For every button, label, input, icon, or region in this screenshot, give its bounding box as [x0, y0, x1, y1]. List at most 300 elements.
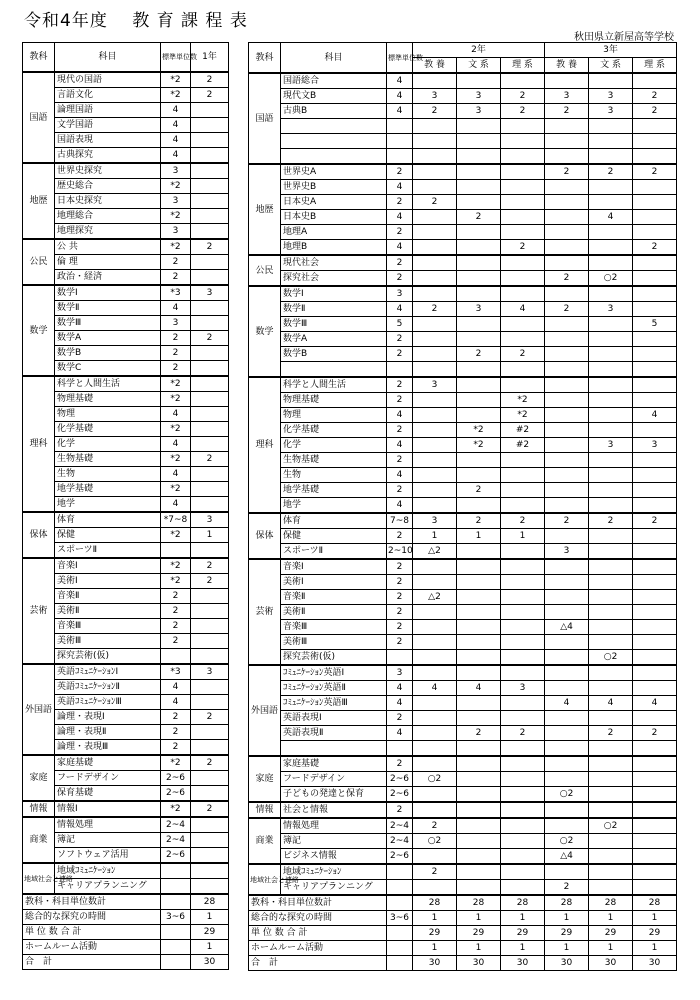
value-cell: 3 [589, 438, 633, 453]
header-cell: 標準単位数 [387, 43, 413, 74]
total-row [23, 925, 229, 940]
value-cell: 2 [457, 513, 501, 529]
value-cell [413, 393, 457, 408]
subject-cell: 論理・表現Ⅱ [55, 725, 161, 740]
value-cell [589, 453, 633, 468]
value-cell [545, 408, 589, 423]
value-cell: 3 [457, 104, 501, 119]
value-cell: 2 [387, 620, 413, 635]
table-row [249, 880, 677, 896]
value-cell: 2 [589, 726, 633, 741]
value-cell [633, 864, 677, 880]
value-cell: *2 [161, 179, 191, 194]
value-cell: 4 [387, 726, 413, 741]
value-cell [501, 864, 545, 880]
value-cell [589, 590, 633, 605]
value-cell: 5 [387, 317, 413, 332]
value-cell: ○2 [413, 772, 457, 787]
value-cell [191, 437, 229, 452]
value-cell: 4 [633, 408, 677, 423]
course-header: 教 養 [545, 58, 589, 74]
value-cell: 2~6 [387, 787, 413, 803]
value-cell [501, 225, 545, 240]
subject-cell: 美術Ⅱ [55, 604, 161, 619]
value-cell: 2~4 [161, 833, 191, 848]
table-row [23, 801, 229, 817]
value-cell: 2 [457, 210, 501, 225]
value-cell: 2 [161, 604, 191, 619]
table-row [249, 529, 677, 544]
value-cell [191, 392, 229, 407]
value-cell [457, 377, 501, 393]
value-cell: 2 [413, 864, 457, 880]
subject-cell: スポーツⅡ [55, 543, 161, 559]
subject-cell: フードデザイン [281, 772, 387, 787]
value-cell: 3 [387, 286, 413, 302]
subject-cell: 古典B [281, 104, 387, 119]
value-cell [191, 482, 229, 497]
value-cell: 3 [413, 513, 457, 529]
value-cell: #2 [501, 423, 545, 438]
value-cell: 2 [387, 802, 413, 818]
total-label: ホームルーム活動 [23, 940, 161, 955]
subject-cell: 古典探究 [55, 148, 161, 164]
total-label: 教科・科目単位数計 [23, 894, 161, 910]
value-cell: 2~4 [387, 818, 413, 834]
value-cell [413, 317, 457, 332]
value-cell: 2 [413, 818, 457, 834]
value-cell: *2 [161, 574, 191, 589]
subject-cell: 科学と人間生活 [281, 377, 387, 393]
value-cell [413, 605, 457, 620]
value-cell: 1 [501, 941, 545, 956]
value-cell: *3 [161, 664, 191, 680]
value-cell [589, 741, 633, 757]
value-cell: 2 [161, 589, 191, 604]
subject-cell: 地理探究 [55, 224, 161, 240]
value-cell [457, 73, 501, 89]
subject-cell: 英語表現Ⅰ [281, 711, 387, 726]
table-row [249, 756, 677, 772]
value-cell: 2 [633, 240, 677, 256]
value-cell [457, 408, 501, 423]
table-row [249, 741, 677, 757]
table-row [249, 787, 677, 803]
subject-cell: 国語表現 [55, 133, 161, 148]
value-cell [191, 833, 229, 848]
subject-cell: 論理国語 [55, 103, 161, 118]
value-cell [633, 544, 677, 560]
value-cell: 2 [387, 225, 413, 240]
table-row [249, 681, 677, 696]
value-cell [191, 301, 229, 316]
value-cell [191, 346, 229, 361]
value-cell: *2 [161, 801, 191, 817]
table-row [249, 210, 677, 225]
value-cell: 2 [387, 255, 413, 271]
value-cell: 2 [191, 710, 229, 725]
value-cell: △4 [545, 849, 589, 865]
value-cell: 1 [589, 911, 633, 926]
value-cell: 4 [387, 408, 413, 423]
subject-cell: 情報処理 [281, 818, 387, 834]
total-label: 総合的な探究の時間 [249, 911, 387, 926]
table-row [249, 650, 677, 666]
value-cell [545, 225, 589, 240]
value-cell [191, 848, 229, 864]
value-cell [589, 635, 633, 650]
value-cell [501, 849, 545, 865]
subject-cell: 英語ｺﾐｭﾆｹｰｼｮﾝⅠ [55, 664, 161, 680]
course-header: 文 系 [589, 58, 633, 74]
value-cell [633, 483, 677, 498]
subject-cell: 論理・表現Ⅲ [55, 740, 161, 756]
subject-cell: 倫 理 [55, 255, 161, 270]
value-cell [501, 665, 545, 681]
right-curriculum-table [248, 42, 677, 971]
total-label: 合 計 [249, 956, 387, 971]
subject-cell [281, 119, 387, 134]
value-cell [413, 255, 457, 271]
value-cell: 2 [387, 423, 413, 438]
value-cell: 2 [161, 270, 191, 286]
value-cell [589, 620, 633, 635]
subject-cell: 地学基礎 [281, 483, 387, 498]
value-cell: 2 [387, 711, 413, 726]
value-cell [387, 941, 413, 956]
value-cell [387, 119, 413, 134]
category-cell: 商業 [23, 817, 55, 863]
table-row [249, 423, 677, 438]
total-label: 教科・科目単位数計 [249, 895, 387, 911]
value-cell [501, 195, 545, 210]
value-cell: 2 [191, 558, 229, 574]
value-cell: *2 [161, 482, 191, 497]
value-cell [457, 195, 501, 210]
value-cell [457, 498, 501, 514]
value-cell: 2 [457, 726, 501, 741]
value-cell: 2~6 [387, 772, 413, 787]
value-cell [633, 362, 677, 378]
value-cell [387, 895, 413, 911]
value-cell [545, 468, 589, 483]
value-cell [413, 802, 457, 818]
value-cell: 4 [387, 73, 413, 89]
subject-cell: 音楽Ⅲ [281, 620, 387, 635]
value-cell: 2 [191, 452, 229, 467]
table-row [249, 347, 677, 362]
total-label: 単 位 数 合 計 [23, 925, 161, 940]
value-cell: *2 [161, 452, 191, 467]
value-cell [457, 271, 501, 287]
value-cell [589, 134, 633, 149]
value-cell [589, 756, 633, 772]
value-cell: 1 [501, 529, 545, 544]
value-cell [457, 255, 501, 271]
table-row [23, 863, 229, 879]
value-cell: 2~6 [161, 771, 191, 786]
value-cell [545, 240, 589, 256]
value-cell [413, 665, 457, 681]
value-cell [633, 575, 677, 590]
subject-cell: 世界史A [281, 164, 387, 180]
value-cell [589, 529, 633, 544]
value-cell [589, 544, 633, 560]
header-cell: 1年 [191, 43, 229, 73]
value-cell: 4 [161, 103, 191, 118]
value-cell [387, 880, 413, 896]
value-cell [501, 317, 545, 332]
value-cell: 2 [387, 590, 413, 605]
value-cell [633, 393, 677, 408]
value-cell: 2 [387, 377, 413, 393]
value-cell: *2 [457, 438, 501, 453]
category-cell: 公民 [249, 255, 281, 286]
subject-cell: 社会と情報 [281, 802, 387, 818]
value-cell: △4 [545, 620, 589, 635]
value-cell [501, 787, 545, 803]
subject-cell: 文学国語 [55, 118, 161, 133]
header-cell: 教科 [23, 43, 55, 73]
value-cell [589, 119, 633, 134]
value-cell [191, 255, 229, 270]
subject-cell: 物理基礎 [55, 392, 161, 407]
table-row [23, 239, 229, 255]
value-cell [545, 483, 589, 498]
value-cell: 1 [191, 940, 229, 955]
value-cell: ○2 [589, 650, 633, 666]
value-cell: 2 [387, 393, 413, 408]
table-row [249, 438, 677, 453]
table-row [249, 483, 677, 498]
table-row [249, 134, 677, 149]
value-cell [191, 497, 229, 513]
subject-cell: 数学Ⅰ [281, 286, 387, 302]
value-cell [633, 347, 677, 362]
value-cell: 4 [387, 498, 413, 514]
value-cell: 2 [161, 331, 191, 346]
subject-cell: 国語総合 [281, 73, 387, 89]
value-cell [633, 787, 677, 803]
value-cell [457, 741, 501, 757]
value-cell [545, 195, 589, 210]
subject-cell: 英語表現Ⅱ [281, 726, 387, 741]
value-cell [191, 863, 229, 879]
course-header: 理 系 [633, 58, 677, 74]
value-cell [545, 134, 589, 149]
value-cell [545, 180, 589, 195]
table-row [249, 377, 677, 393]
value-cell [545, 741, 589, 757]
value-cell: 2 [161, 634, 191, 649]
value-cell: 2 [161, 619, 191, 634]
category-cell: 芸術 [23, 558, 55, 664]
category-cell: 家庭 [23, 755, 55, 801]
value-cell: 29 [457, 926, 501, 941]
value-cell: *3 [161, 285, 191, 301]
year-3-header: 3年 [545, 43, 677, 58]
value-cell [191, 649, 229, 665]
value-cell [501, 73, 545, 89]
subject-cell: 子どもの発達と保育 [281, 787, 387, 803]
value-cell [633, 119, 677, 134]
value-cell [191, 589, 229, 604]
value-cell [457, 149, 501, 165]
value-cell [191, 103, 229, 118]
value-cell [501, 362, 545, 378]
value-cell: 28 [191, 894, 229, 910]
value-cell [413, 119, 457, 134]
value-cell: 1 [457, 529, 501, 544]
subject-cell: 地学 [281, 498, 387, 514]
value-cell [633, 453, 677, 468]
table-row [249, 605, 677, 620]
category-cell: 理科 [249, 377, 281, 513]
table-row [249, 575, 677, 590]
value-cell [457, 225, 501, 240]
value-cell [457, 468, 501, 483]
value-cell [501, 453, 545, 468]
value-cell [413, 849, 457, 865]
value-cell [413, 180, 457, 195]
value-cell [545, 575, 589, 590]
value-cell: 2 [387, 635, 413, 650]
value-cell [633, 134, 677, 149]
value-cell [501, 650, 545, 666]
value-cell: 2 [589, 164, 633, 180]
value-cell [633, 834, 677, 849]
value-cell: 3 [589, 89, 633, 104]
value-cell [413, 498, 457, 514]
category-cell: 国語 [23, 72, 55, 163]
value-cell: 4 [161, 133, 191, 148]
left-curriculum-table [22, 42, 229, 970]
table-row [249, 89, 677, 104]
value-cell: 29 [545, 926, 589, 941]
value-cell [501, 180, 545, 195]
value-cell [501, 498, 545, 514]
value-cell: *2 [161, 528, 191, 543]
header-cell: 科目 [281, 43, 387, 74]
table-row [23, 558, 229, 574]
value-cell [589, 180, 633, 195]
value-cell: 4 [589, 696, 633, 711]
value-cell [387, 650, 413, 666]
table-row [23, 664, 229, 680]
value-cell [457, 575, 501, 590]
value-cell [457, 453, 501, 468]
table-row [23, 512, 229, 528]
value-cell: 4 [161, 118, 191, 133]
value-cell [589, 255, 633, 271]
value-cell: 4 [387, 240, 413, 256]
table-row [249, 286, 677, 302]
subject-cell: 探究社会 [281, 271, 387, 287]
value-cell: 1 [501, 911, 545, 926]
value-cell [161, 925, 191, 940]
value-cell [545, 529, 589, 544]
value-cell [413, 787, 457, 803]
value-cell [545, 650, 589, 666]
value-cell: ○2 [589, 271, 633, 287]
table-row [249, 544, 677, 560]
subject-cell: 化学基礎 [281, 423, 387, 438]
value-cell [501, 711, 545, 726]
value-cell [633, 620, 677, 635]
table-row [249, 240, 677, 256]
value-cell [545, 711, 589, 726]
value-cell [545, 149, 589, 165]
value-cell [633, 468, 677, 483]
subject-cell: 言語文化 [55, 88, 161, 103]
value-cell: 2 [457, 347, 501, 362]
value-cell [633, 255, 677, 271]
value-cell: 29 [589, 926, 633, 941]
course-header: 文 系 [457, 58, 501, 74]
course-header: 理 系 [501, 58, 545, 74]
value-cell: 28 [589, 895, 633, 911]
subject-cell: 数学A [281, 332, 387, 347]
value-cell: 2 [387, 575, 413, 590]
value-cell [545, 377, 589, 393]
table-row [23, 285, 229, 301]
value-cell [633, 681, 677, 696]
value-cell: 29 [633, 926, 677, 941]
value-cell: 2~6 [161, 786, 191, 802]
value-cell [589, 149, 633, 165]
table-row [249, 149, 677, 165]
value-cell [501, 210, 545, 225]
value-cell [545, 818, 589, 834]
table-row [249, 408, 677, 423]
value-cell [633, 756, 677, 772]
value-cell [501, 483, 545, 498]
value-cell [545, 317, 589, 332]
value-cell [413, 164, 457, 180]
value-cell [501, 818, 545, 834]
value-cell [413, 210, 457, 225]
value-cell [457, 834, 501, 849]
subject-cell: 情報Ⅰ [55, 801, 161, 817]
subject-cell: 探究芸術(仮) [55, 649, 161, 665]
subject-cell: 音楽Ⅱ [55, 589, 161, 604]
value-cell: *2 [457, 423, 501, 438]
value-cell [413, 741, 457, 757]
value-cell: △2 [413, 590, 457, 605]
value-cell: 4 [161, 301, 191, 316]
value-cell: 4 [387, 681, 413, 696]
value-cell [501, 149, 545, 165]
value-cell: ○2 [589, 818, 633, 834]
value-cell: 4 [501, 302, 545, 317]
value-cell: 3 [161, 163, 191, 179]
table-row [23, 755, 229, 771]
value-cell [545, 362, 589, 378]
value-cell: 2 [545, 164, 589, 180]
value-cell [633, 529, 677, 544]
subject-cell: 数学Ⅲ [281, 317, 387, 332]
value-cell [589, 423, 633, 438]
value-cell [387, 741, 413, 757]
value-cell: 1 [545, 911, 589, 926]
category-cell: 数学 [249, 286, 281, 377]
value-cell [413, 225, 457, 240]
value-cell [413, 408, 457, 423]
value-cell [457, 317, 501, 332]
total-row [249, 926, 677, 941]
value-cell [633, 802, 677, 818]
total-row [23, 955, 229, 970]
